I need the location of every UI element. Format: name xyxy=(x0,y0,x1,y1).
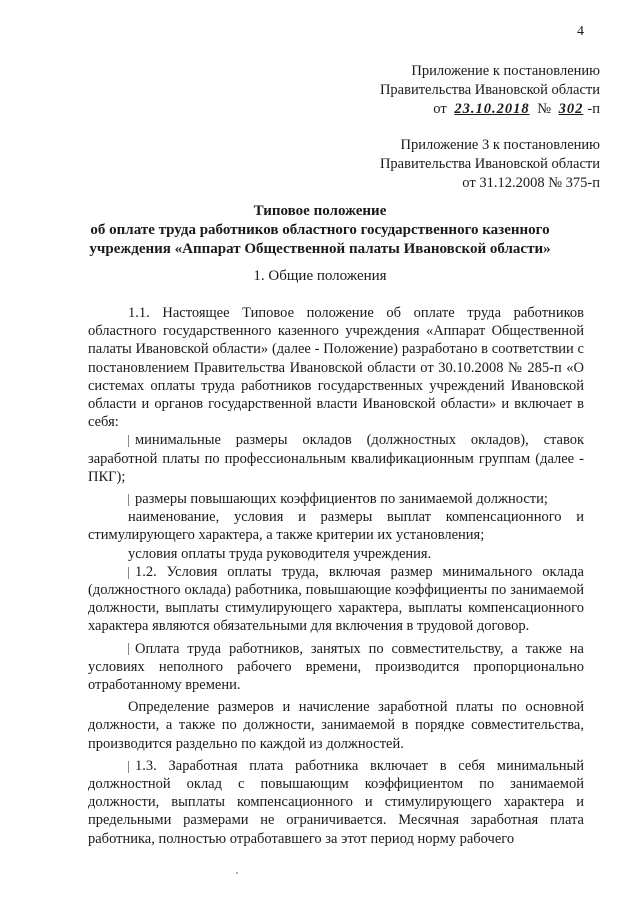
paragraph-part-time: Оплата труда работников, занятых по совместительству, а также на условиях неполного рабочего времени, производится пропорционально отработанному времени. xyxy=(88,640,584,694)
appendix-line-2: Правительства Ивановской области xyxy=(379,156,600,172)
margin-mark xyxy=(128,761,129,773)
approval-line-1: Приложение к постановлению xyxy=(411,63,600,79)
page-number: 4 xyxy=(577,24,584,39)
scan-speck xyxy=(236,872,238,874)
margin-mark xyxy=(128,494,129,506)
margin-mark xyxy=(128,643,129,655)
approval-number: 302 xyxy=(558,101,584,117)
list-item-head-conditions: условия оплаты труда руководителя учреждения. xyxy=(128,545,432,562)
approval-suffix: -п xyxy=(587,101,600,117)
approval-line-2: Правительства Ивановской области xyxy=(379,82,600,98)
list-item-coefficients: размеры повышающих коэффициентов по занимаемой должности; xyxy=(88,490,584,508)
title-line-1: Типовое положение xyxy=(253,203,387,219)
paragraph-1-3: 1.3. Заработная плата работника включает в себя минимальный должностной оклад с повышающим коэффициентом по занимаемой должности, выплаты компенсационного и стимулирующего характера и предельными размерами не ограничивается. Месячная заработная плата работника, полностью отработавшего за этот период норму рабочего xyxy=(88,757,584,847)
section-heading: 1. Общие положения xyxy=(253,268,387,284)
list-item-min-salaries: минимальные размеры окладов (должностных окладов), ставок заработной платы по профессиональным квалификационным группам (далее - ПКГ); xyxy=(88,432,584,485)
document-title xyxy=(60,202,580,259)
title-line-2: об оплате труда работников областного государственного казенного xyxy=(90,222,550,238)
paragraph-salary-calculation: Определение размеров и начисление заработной платы по основной должности, а также по должности, занимаемой в порядке совместительства, производится раздельно по каждой из должностей. xyxy=(88,699,584,752)
title-line-3: учреждения «Аппарат Общественной палаты Ивановской области» xyxy=(89,241,551,257)
approval-block xyxy=(380,62,600,119)
margin-mark xyxy=(128,567,129,579)
margin-mark xyxy=(128,435,129,447)
approval-date: 23.10.2018 xyxy=(454,101,530,117)
paragraph-1-1: 1.1. Настоящее Типовое положение об оплате труда работников областного государственного казенного учреждения «Аппарат Общественной палаты Ивановской области» (далее - Положение) разработано в соответствии с постановлением Правительства Ивановской области от 30.10.2008 № 285-п «О системах оплаты труда работников государственных учреждений Ивановской области и органов государственной власти Ивановской области» и включает в себя: xyxy=(88,305,584,431)
approval-line-3 xyxy=(380,100,600,119)
approval-number-sign: № xyxy=(537,101,552,117)
approval-from: от xyxy=(433,101,447,117)
appendix-line-1: Приложение 3 к постановлению xyxy=(400,137,600,153)
paragraph-1-2: 1.2. Условия оплаты труда, включая размер минимального оклада (должностного оклада) работника, повышающие коэффициенты по занимаемой должности, выплаты стимулирующего характера, выплаты компенсационного характера являются обязательными для включения в трудовой договор. xyxy=(88,563,584,635)
list-item-payments: наименование, условия и размеры выплат компенсационного и стимулирующего характера, а также критерии их установления; xyxy=(88,509,584,544)
appendix-line-3: от 31.12.2008 № 375-п xyxy=(462,175,600,191)
appendix-block xyxy=(380,136,600,193)
document-body xyxy=(88,304,584,848)
